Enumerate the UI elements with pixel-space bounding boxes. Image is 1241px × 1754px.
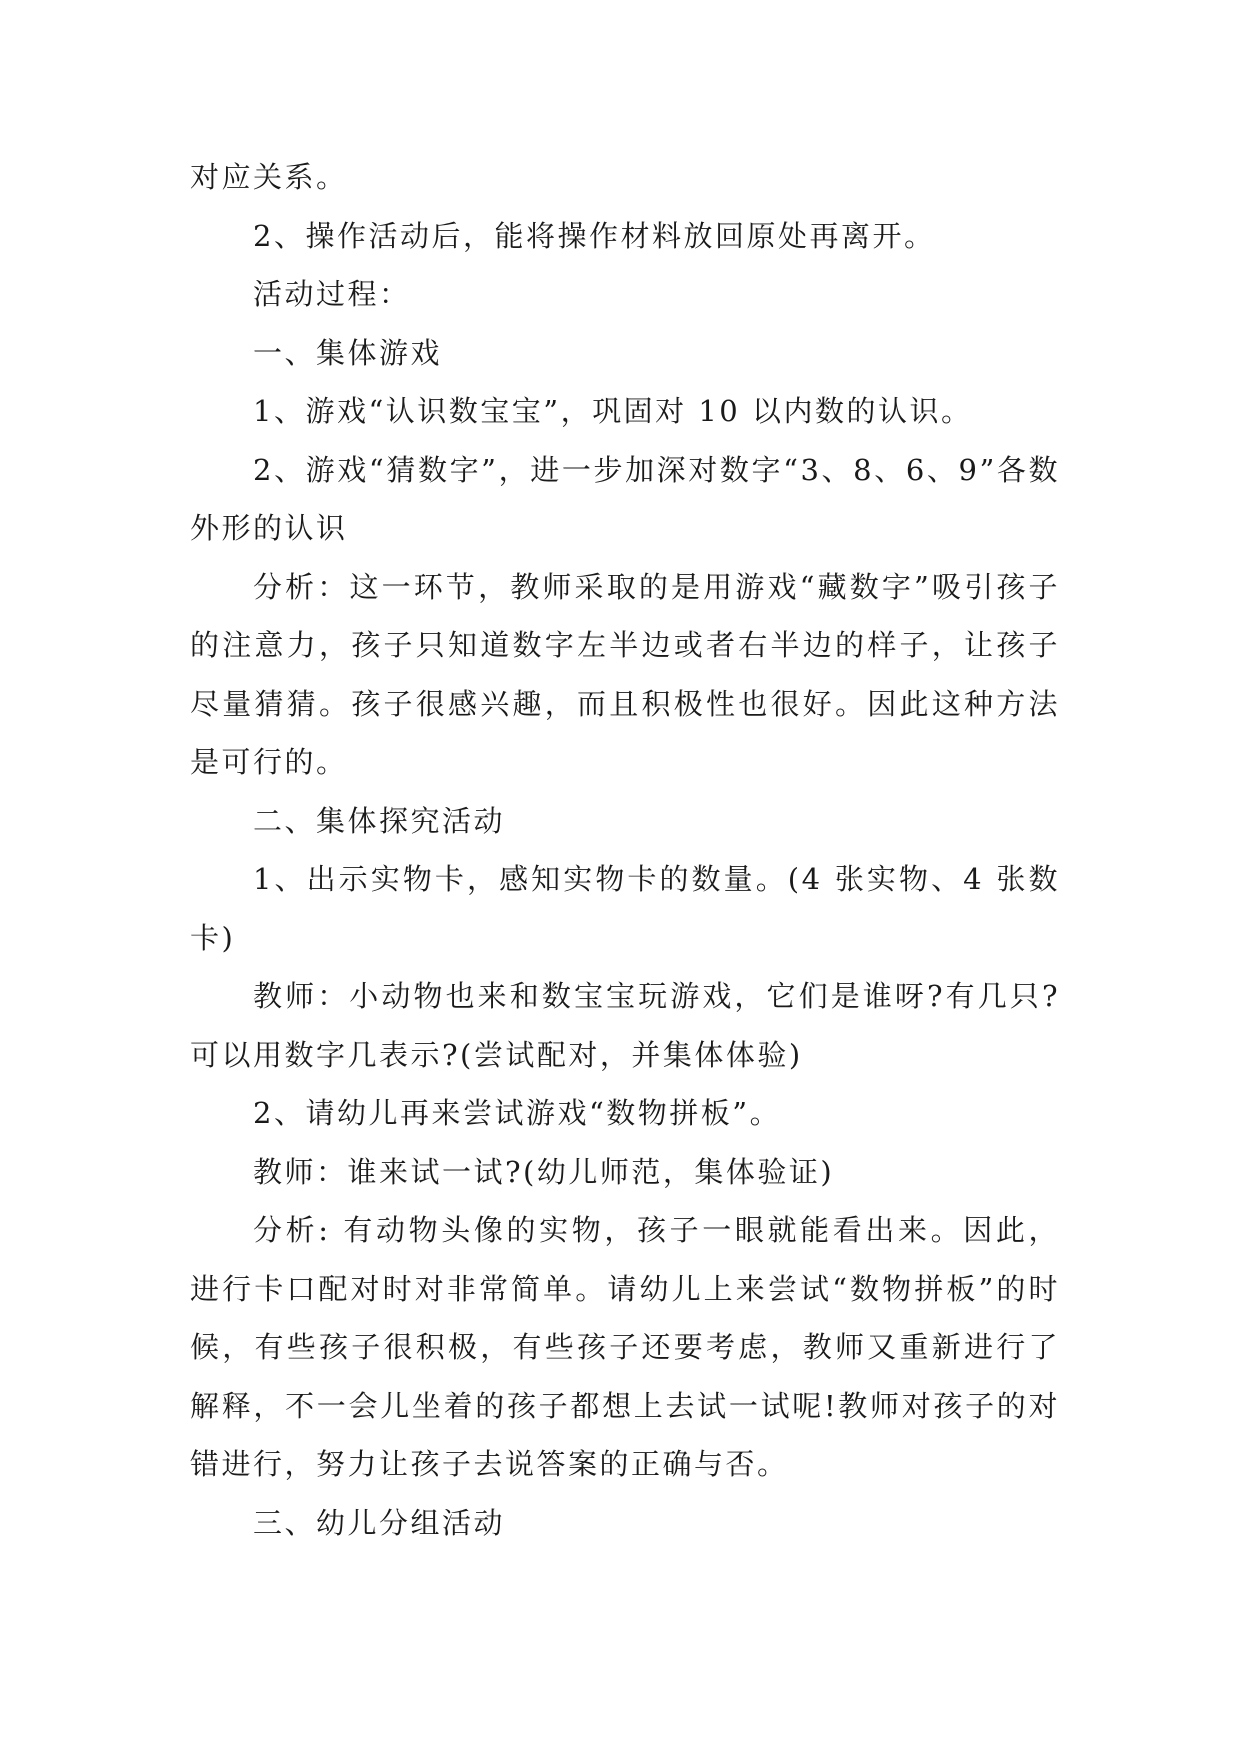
paragraph-teacher-1: 教师：小动物也来和数宝宝玩游戏，它们是谁呀?有几只?可以用数字几表示?(尝试配对，并集体体验)	[190, 979, 1060, 1072]
heading-section-1: 一、集体游戏	[253, 335, 443, 370]
paragraph-goal-2: 2、操作活动后，能将操作材料放回原处再离开。	[253, 218, 936, 253]
heading-section-3: 三、幼儿分组活动	[253, 1505, 506, 1540]
paragraph-analysis-2: 分析: 有动物头像的实物，孩子一眼就能看出来。因此，进行卡口配对时对非常简单。请幼儿上来尝试“数物拼板”的时候，有些孩子很积极，有些孩子还要考虑，教师又重新进行了解释，不一会儿坐着的孩子都想上去试一试呢!教师对孩子的对错进行，努力让孩子去说答案的正确与否。	[190, 1213, 1060, 1481]
paragraph-teacher-2: 教师：谁来试一试?(幼儿师范，集体验证)	[253, 1154, 835, 1189]
paragraph-continuation: 对应关系。	[190, 160, 348, 194]
paragraph-game-2: 2、游戏“猜数字”，进一步加深对数字“3、8、6、9”各数外形的认识	[190, 452, 1060, 545]
paragraph-analysis-1: 分析：这一环节，教师采取的是用游戏“藏数字”吸引孩子的注意力，孩子只知道数字左半边或者右半边的样子，让孩子尽量猜猜。孩子很感兴趣，而且积极性也很好。因此这种方法是可行的。	[190, 569, 1060, 779]
document-body	[190, 148, 1060, 1552]
paragraph-step-1: 1、出示实物卡，感知实物卡的数量。(4 张实物、4 张数卡)	[190, 862, 1060, 955]
heading-activity-process: 活动过程：	[253, 277, 411, 311]
heading-section-2: 二、集体探究活动	[253, 803, 506, 838]
paragraph-game-1: 1、游戏“认识数宝宝”，巩固对 10 以内数的认识。	[253, 394, 973, 428]
paragraph-step-2: 2、请幼儿再来尝试游戏“数物拼板”。	[253, 1096, 782, 1130]
